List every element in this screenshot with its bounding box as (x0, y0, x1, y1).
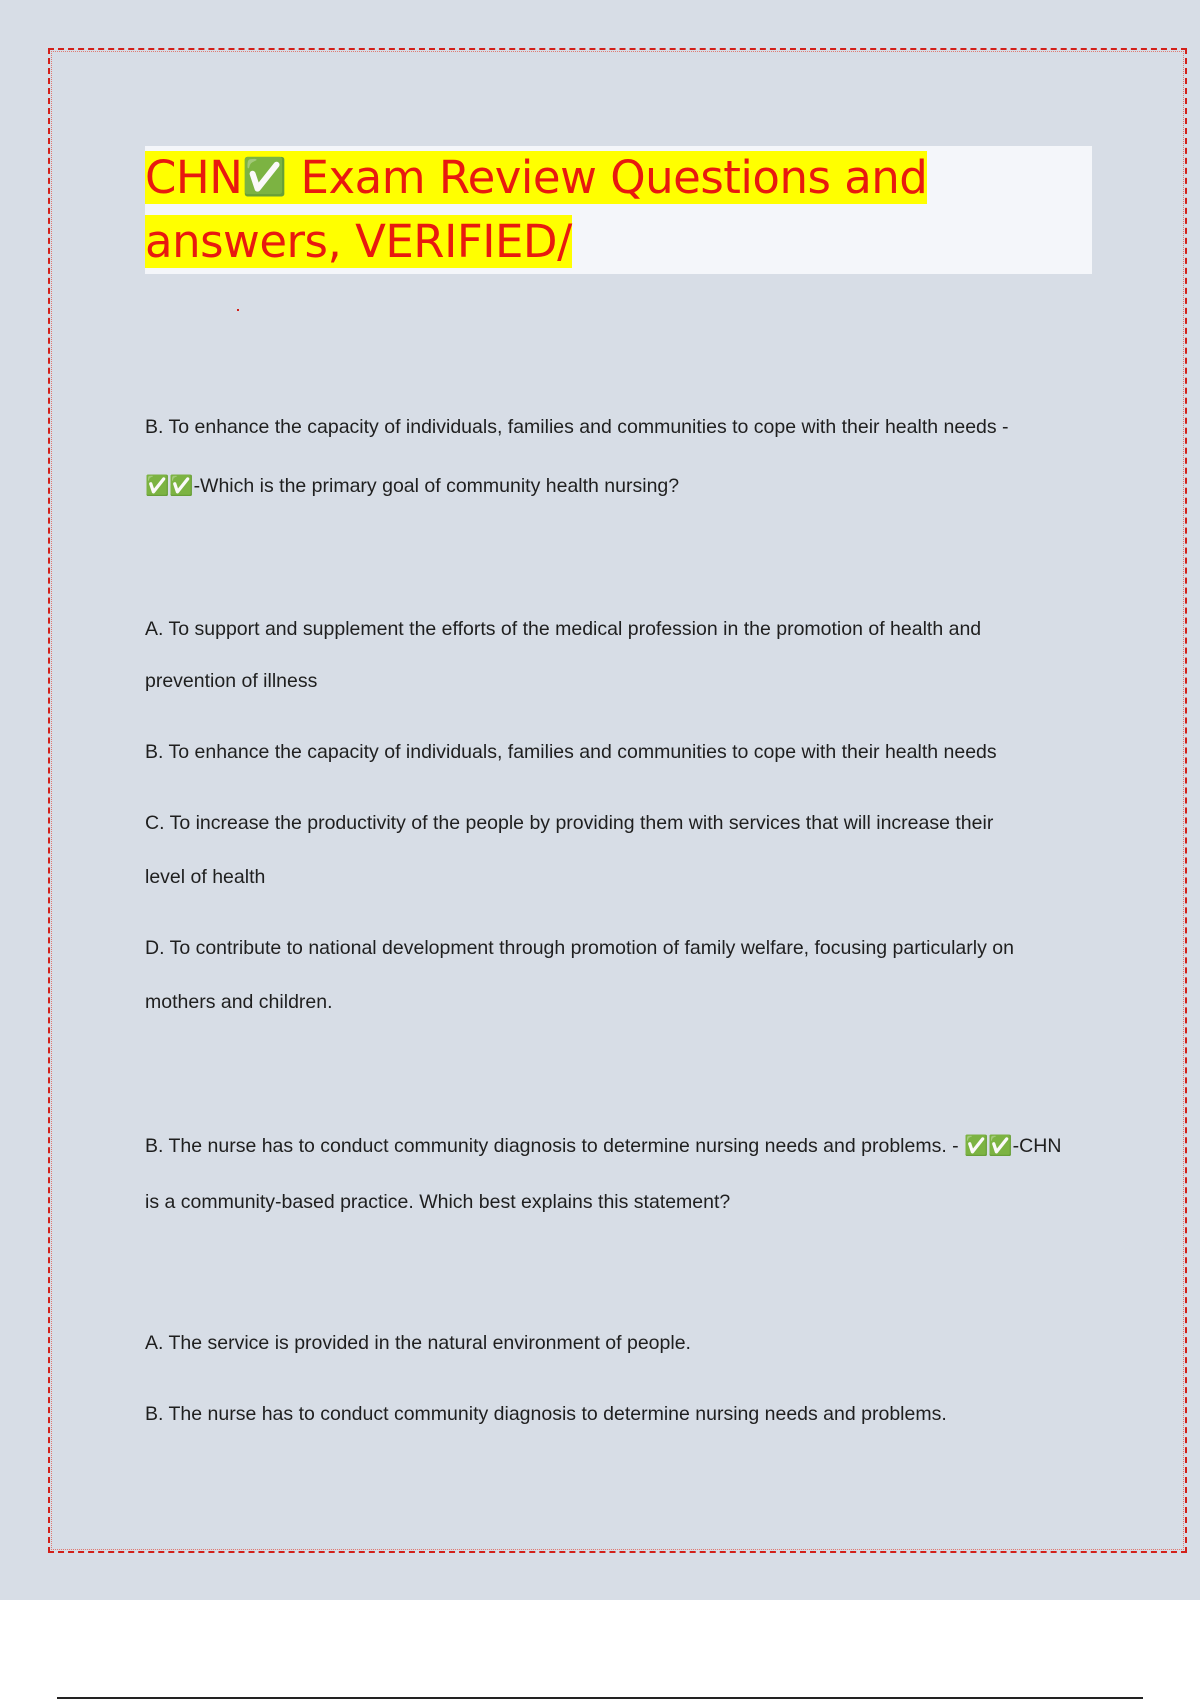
q1-question-line (145, 474, 1095, 498)
q1-question: -Which is the primary goal of community health nursing? (193, 475, 680, 497)
q2-answer-line (145, 1134, 1095, 1158)
q2-question: is a community-based practice. Which best explains this statement? (145, 1191, 731, 1213)
q2-option-a: A. The service is provided in the natural environment of people. (145, 1332, 691, 1354)
q1-option-d-line1: D. To contribute to national development through promotion of family welfare, focusing particularly on (145, 937, 1014, 959)
title-part1: CHN (145, 151, 243, 204)
q2-option-b: B. The nurse has to conduct community diagnosis to determine nursing needs and problems. (145, 1403, 947, 1425)
q1-option-c-line2: level of health (145, 866, 266, 888)
footer-rule (57, 1697, 1143, 1699)
q1-option-a-line1: A. To support and supplement the efforts of the medical profession in the promotion of health and (145, 618, 982, 640)
title-block (145, 146, 1092, 274)
title-part2: Exam Review Questions and (286, 151, 928, 204)
double-check-icon: ✅✅ (145, 474, 194, 497)
title-line2: answers, VERIFIED/ (145, 215, 572, 268)
q1-answer: B. To enhance the capacity of individuals, families and communities to cope with their health needs - (145, 416, 1009, 438)
document-title (145, 146, 1092, 274)
q1-option-c-line1: C. To increase the productivity of the people by providing them with services that will increase their (145, 812, 994, 834)
page-border-inner (51, 51, 1184, 1550)
double-check-icon: ✅✅ (964, 1134, 1013, 1157)
q1-option-b: B. To enhance the capacity of individuals, families and communities to cope with their health needs (145, 741, 997, 763)
q1-option-d-line2: mothers and children. (145, 991, 333, 1013)
stray-dot (237, 309, 239, 311)
check-icon: ✅ (242, 157, 287, 198)
q2-answer-suffix: -CHN (1012, 1135, 1062, 1157)
q2-answer: B. The nurse has to conduct community diagnosis to determine nursing needs and problems. - (145, 1135, 965, 1157)
q1-option-a-line2: prevention of illness (145, 670, 318, 692)
